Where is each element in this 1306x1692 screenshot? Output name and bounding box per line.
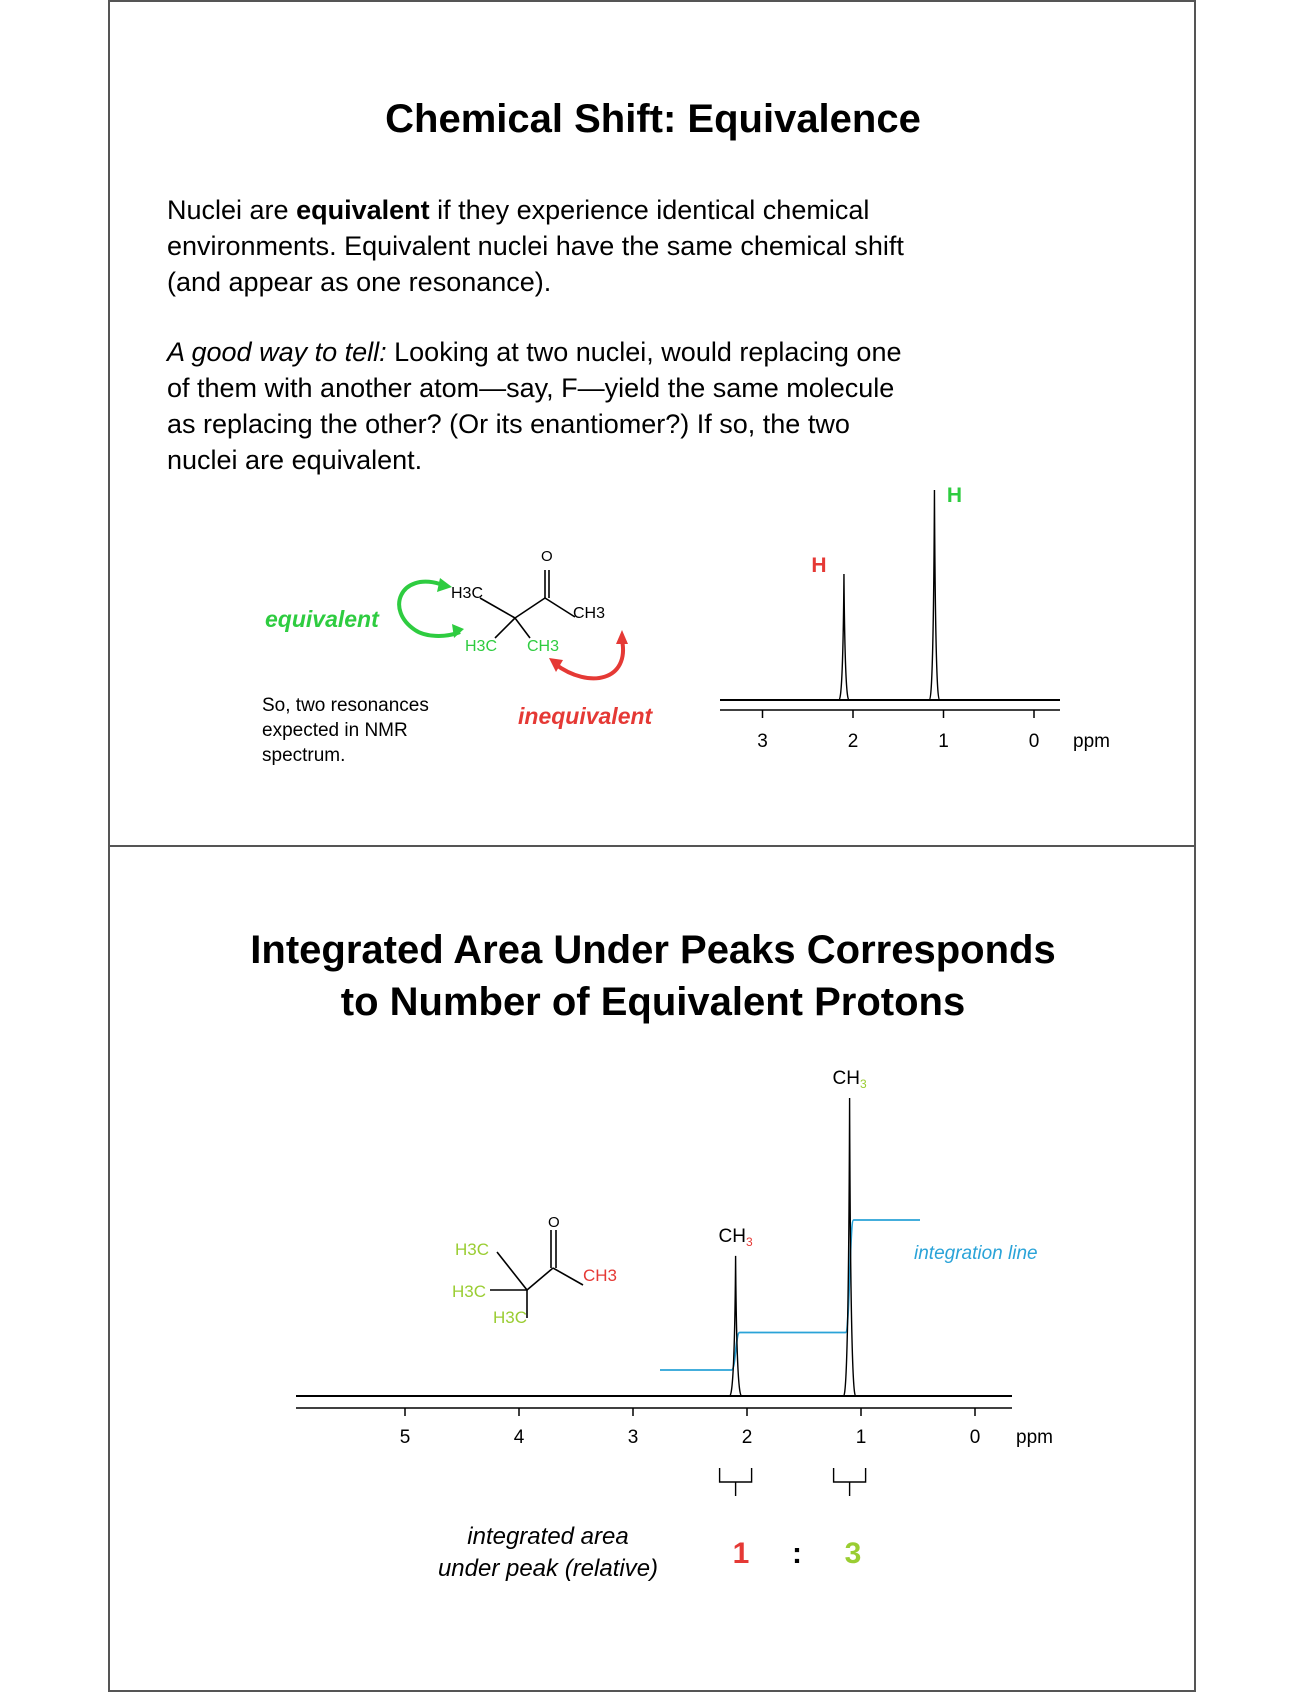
slide1-tick-label-2: 1 (938, 731, 949, 752)
slide2-oxygen-label: O (548, 1214, 560, 1231)
slide2-tick-label-2: 3 (627, 1427, 639, 1448)
area-label-line1: integrated area (467, 1523, 629, 1550)
slide2-peak-label-1: $CH_3$ (832, 1068, 867, 1091)
slide2-h3c-1: H3C (455, 1240, 490, 1259)
slide1-tick-label-3: 0 (1028, 731, 1040, 752)
equivalent-term: equivalent (296, 195, 430, 225)
slide2-tick-label-5: 0 (969, 1427, 981, 1448)
slide2-tick-label-0: 5 (399, 1427, 411, 1448)
slide2-axis-unit: ppm (1016, 1427, 1053, 1448)
slide1-axis-unit: ppm (1073, 731, 1110, 752)
definition-text-start: Nuclei are (167, 195, 297, 225)
slide2-molecule-bonds (490, 1230, 583, 1318)
test-text: Looking at two nuclei, would replacing one of them with another atom—say, F—yield the same molecule as replacing the other? (Or its enantiomer?) If so, the two nuclei are equivalent. (167, 337, 902, 475)
note-line-1: So, two resonances (262, 695, 429, 716)
ratio-left: 1 (732, 1537, 750, 1570)
slide1-h3c-bottom: H3C (465, 638, 498, 655)
slide2-title-line1: Integrated Area Under Peaks Corresponds (250, 928, 1056, 972)
area-label-line2: under peak (relative) (437, 1555, 659, 1582)
slide2-h3c-2: H3C (452, 1282, 487, 1301)
slide1-ch3-right: CH3 (573, 605, 606, 622)
definition-text-end: if they experience identical chemical environments. Equivalent nuclei have the same chemical shift (and appear as one resonance). (167, 195, 904, 297)
slide2-tick-label-4: 1 (855, 1427, 867, 1448)
slide1-tick-label-0: 3 (757, 731, 768, 752)
slide1-oxygen-label: O (541, 548, 553, 565)
slide1-peak-label-0: H (811, 554, 827, 577)
slide2-peak-label-0: $CH_3$ (718, 1225, 753, 1249)
slide1-peak-label-1: H (946, 484, 963, 507)
slide2-tick-label-1: 4 (513, 1427, 525, 1448)
note-line-3: spectrum. (262, 745, 346, 766)
slide1-tick-label-1: 2 (847, 731, 859, 752)
integration-line-label: integration line (914, 1243, 1038, 1264)
slide1-h3c-top: H3C (451, 585, 484, 602)
test-lead: A good way to tell: (167, 337, 387, 367)
slide2-title-line2: to Number of Equivalent Protons (340, 980, 966, 1024)
note-line-2: expected in NMR (262, 720, 408, 741)
integration-line (660, 1220, 920, 1370)
integral-bracket-1 (834, 1468, 866, 1496)
slide2-tick-label-3: 2 (741, 1427, 753, 1448)
equivalent-label: equivalent (265, 606, 379, 632)
integral-brackets (720, 1468, 866, 1496)
ratio-separator: : (792, 1537, 802, 1570)
ratio-right: 3 (844, 1537, 862, 1570)
inequivalent-label: inequivalent (518, 703, 653, 729)
slide1-title: Chemical Shift: Equivalence (385, 97, 921, 141)
slide2-ch3: CH3 (583, 1266, 618, 1285)
slide2-peak-1 (844, 1098, 856, 1396)
integral-bracket-0 (720, 1468, 752, 1496)
slide1-ch3-bottom: CH3 (527, 638, 560, 655)
slide2-h3c-3: H3C (493, 1308, 528, 1327)
slide2-peak-0 (730, 1256, 742, 1396)
